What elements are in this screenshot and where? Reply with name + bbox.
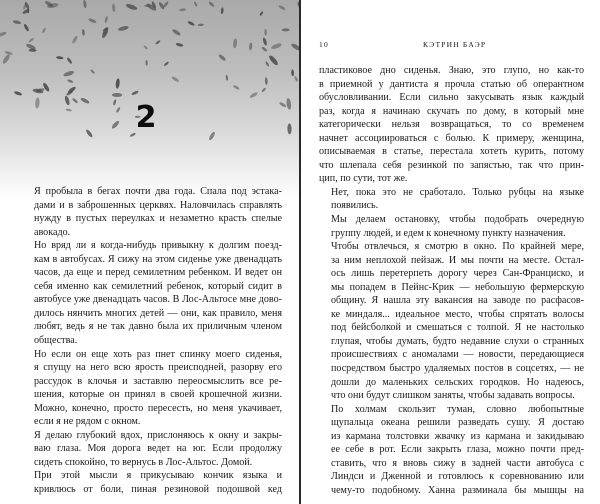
leaf-shape	[112, 93, 122, 97]
text-line: посредством быстро удаляемых постов в соцсетях, — не	[331, 363, 584, 375]
leaf-shape	[28, 37, 35, 43]
paragraph	[319, 64, 584, 186]
leaf-shape	[208, 1, 215, 8]
leaf-shape	[71, 35, 78, 44]
text-line: общину. Я нашла эту вакансия на заводе по расфасов-	[331, 295, 584, 307]
text-line: группу людей, и едем к конечному пункту назначения.	[331, 227, 566, 239]
text-line: Но если он еще хоть раз пнет спинку моего сиденья,	[34, 348, 282, 360]
leaf-shape	[14, 91, 23, 97]
leaf-shape	[194, 1, 198, 7]
text-line: Нет, пока это не сработало. Только рубцы на языке	[331, 186, 584, 198]
page-number: 10	[319, 40, 329, 49]
leaf-shape	[218, 54, 227, 62]
leaf-shape	[287, 123, 291, 134]
leaf-shape	[80, 97, 90, 105]
leaf-shape	[111, 120, 120, 130]
text-line: за ним неплохой пейзаж. И мы почти на месте. Остал-	[331, 254, 584, 266]
text-line: ке миндаля... идеальное место, чтобы спрятать волосы	[331, 308, 584, 320]
leaf-shape	[278, 5, 286, 11]
text-line: Но вряд ли я когда-нибудь привыкну к долгим поезд-	[34, 240, 282, 252]
text-line: описываемая в статье, перестала хотеть курить, потому	[319, 146, 584, 158]
text-line: чему-то подобному. Ханна разминала бы мышцы на	[331, 484, 584, 496]
paragraph	[319, 240, 584, 403]
text-line: дами и в заброшенных церквях. Наловчилась справлять	[34, 199, 282, 211]
leaf-shape	[101, 26, 110, 39]
leaf-shape	[13, 20, 22, 25]
text-line: ставить, что я вновь сижу в задней части автобуса с	[331, 457, 584, 469]
leaf-shape	[233, 38, 238, 48]
leaf-shape	[271, 42, 283, 50]
text-line: ее себе в рот. Если закрыть глаза, можно почти пред-	[331, 444, 584, 456]
text-line: обусловливании. Если сильно закусывать язык каждый	[319, 92, 584, 104]
leaf-shape	[265, 61, 270, 67]
text-line: Мы делаем остановку, чтобы подобрать очередную	[331, 214, 584, 226]
text-line: По холмам скользит туман, словно любопытные	[331, 403, 584, 415]
leaf-shape	[143, 45, 148, 50]
text-line: категорически нельзя возвращаться, то со временем	[319, 119, 584, 131]
leaf-shape	[35, 97, 40, 109]
leaf-shape	[88, 17, 97, 24]
text-line: под бейсболкой и смешаться с толпой. Я не настолько	[331, 322, 584, 334]
text-line: из кармана толстовки жвачку из кармана и закидываю	[331, 430, 584, 442]
text-line: себя именно как семилетний ребенок, который сидит в	[34, 280, 282, 292]
leaf-shape	[113, 99, 117, 106]
text-line: появились.	[331, 200, 379, 212]
leaf-shape	[23, 23, 30, 31]
leaf-shape	[262, 37, 268, 46]
chapter-number: 2	[135, 100, 157, 135]
text-line: если я не рядом с окном.	[34, 416, 141, 428]
leaf-shape	[125, 3, 138, 11]
leaf-shape	[268, 54, 279, 66]
paragraph	[22, 348, 282, 429]
paragraph	[22, 429, 282, 470]
leaf-shape	[64, 95, 70, 105]
text-line: общества.	[34, 335, 78, 347]
leaf-shape	[290, 42, 299, 51]
leaf-shape	[294, 76, 299, 82]
text-line: кривлюсь от боли, пиная резиновой подошвой кед	[34, 484, 282, 496]
leaf-shape	[67, 79, 74, 84]
leaf-shape	[261, 46, 268, 52]
leaf-shape	[261, 87, 266, 92]
leaf-shape	[172, 28, 182, 36]
leaf-shape	[118, 25, 129, 31]
leaf-shape	[249, 42, 253, 50]
leaf-shape	[225, 75, 228, 81]
text-line: что шлепала себя резинкой по запястью, так что прин-	[319, 159, 584, 171]
leaf-shape	[27, 8, 29, 13]
text-line: ось лишь перетерпеть дорогу через Сан-Франциско, и	[331, 268, 584, 280]
text-line: я спущу на него всю ярость преисподней, разорву его	[34, 362, 282, 374]
text-line: мы попадем в Пейнс-Крик — небольшую фермерскую	[331, 281, 584, 293]
paragraph	[22, 185, 282, 239]
running-head-author: КЭТРИН БАЭР	[423, 40, 487, 49]
leaf-shape	[163, 61, 169, 66]
text-line: автобусе уже двенадцать часов. В Лос-Альтосе мне дово-	[34, 294, 282, 306]
leaf-shape	[155, 40, 161, 45]
leaf-shape	[171, 76, 180, 83]
leaf-shape	[2, 53, 12, 64]
leaf-shape	[175, 42, 183, 47]
leaf-shape	[66, 57, 73, 65]
leaf-shape	[115, 78, 120, 89]
text-line: начнет ассоциироваться с болью. К примеру, женщина,	[319, 132, 584, 144]
leaf-shape	[104, 16, 108, 23]
paragraph	[22, 239, 282, 347]
text-line: цип, по сути, тот же.	[319, 173, 408, 185]
leaf-shape	[42, 27, 47, 33]
right-page	[301, 0, 600, 504]
leaf-shape	[282, 28, 290, 31]
leaf-shape	[233, 84, 240, 90]
text-line: кам в автобусах. Я сижу на этом сиденье уже двенадцать	[34, 253, 282, 265]
text-line: шения, которые он принял в своей крошечной жизни.	[34, 389, 282, 401]
leaf-shape	[286, 98, 292, 110]
text-line: происшествиях с аномалами — новости, передающиеся	[331, 349, 584, 361]
left-page	[0, 0, 299, 504]
paragraph	[319, 186, 584, 213]
text-line: дошли до маленьких сельских городков. Но надеюсь,	[331, 376, 584, 388]
leaf-shape	[291, 69, 294, 76]
text-line: ваю глаза. Моя дорога ведет на юг. Если продолжу	[34, 443, 282, 455]
leaf-shape	[221, 7, 224, 14]
left-page-text	[22, 185, 282, 497]
paragraph	[319, 213, 584, 240]
leaf-shape	[259, 11, 263, 16]
text-line: в приемной у дантиста я прочла статью об оперантном	[319, 78, 584, 90]
text-line: сидеть спокойно, то вернусь в Лос-Альтос. Домой.	[34, 456, 253, 468]
text-line: Чтобы отвлечься, я смотрю в окно. По крайней мере,	[331, 241, 584, 253]
leaf-shape	[131, 90, 139, 96]
leaf-shape	[187, 20, 195, 26]
text-line: пластиковое дно сиденья. Знаю, это глупо, но как-то	[319, 65, 584, 76]
paragraph	[22, 469, 282, 496]
text-line: нужду в пустых переулках и незаметно красть спелые	[34, 213, 282, 225]
right-page-text	[319, 64, 584, 498]
leaf-shape	[0, 31, 7, 37]
paragraph	[319, 403, 584, 498]
leaf-shape	[115, 107, 120, 113]
text-line: Линдси и Дженной и готовлюсь к соревнованию или	[331, 471, 584, 483]
leaf-shape	[179, 8, 186, 12]
text-line: Я делаю глубокий вдох, прислоняюсь к окну и закры-	[34, 429, 282, 441]
text-line: раз, когда я начинаю скучать по дому, в который мне	[319, 105, 584, 117]
leaf-shape	[83, 0, 87, 8]
leaf-shape	[65, 108, 72, 112]
text-line: что они будут слишком заняты, чтобы задавать вопросы.	[331, 390, 575, 402]
text-line: глупая, чтобы думать, будто недавние слухи о странных	[331, 335, 584, 347]
leaf-shape	[85, 129, 93, 138]
leaf-shape	[198, 23, 204, 26]
leaf-shape	[265, 77, 268, 85]
leaf-shape	[72, 97, 79, 103]
leaf-shape	[145, 60, 147, 66]
leaf-shape	[279, 101, 287, 108]
text-line: любят, ведь я не так давно была их приличным членом	[34, 321, 282, 333]
text-line: дилось нянчить многих детей — они, как правило, меня	[34, 307, 282, 319]
leaf-shape	[90, 69, 95, 74]
leaf-shape	[63, 70, 75, 78]
leaf-shape	[56, 56, 64, 60]
text-line: Можно, конечно, просто пересесть, но меня укачивает,	[34, 402, 282, 414]
text-line: При этой мысли я прикусываю кончик языка и	[34, 470, 282, 482]
text-line: часов, да еще и перед семилетним ребенком. И ведет он	[34, 267, 282, 279]
leaf-shape	[112, 3, 116, 12]
leaf-shape	[82, 29, 85, 36]
text-line: рассудок в клочья и заставлю переосмыслить все ре-	[34, 375, 282, 387]
text-line: Я пробыла в бегах почти два года. Спала под эстака-	[34, 186, 282, 197]
text-line: авокадо.	[34, 226, 71, 238]
leaf-shape	[249, 91, 258, 99]
leaf-shape	[208, 131, 216, 141]
leaf-shape	[264, 29, 267, 36]
text-line: щупальца океана решили разведать сушу. Я достаю	[331, 417, 584, 429]
